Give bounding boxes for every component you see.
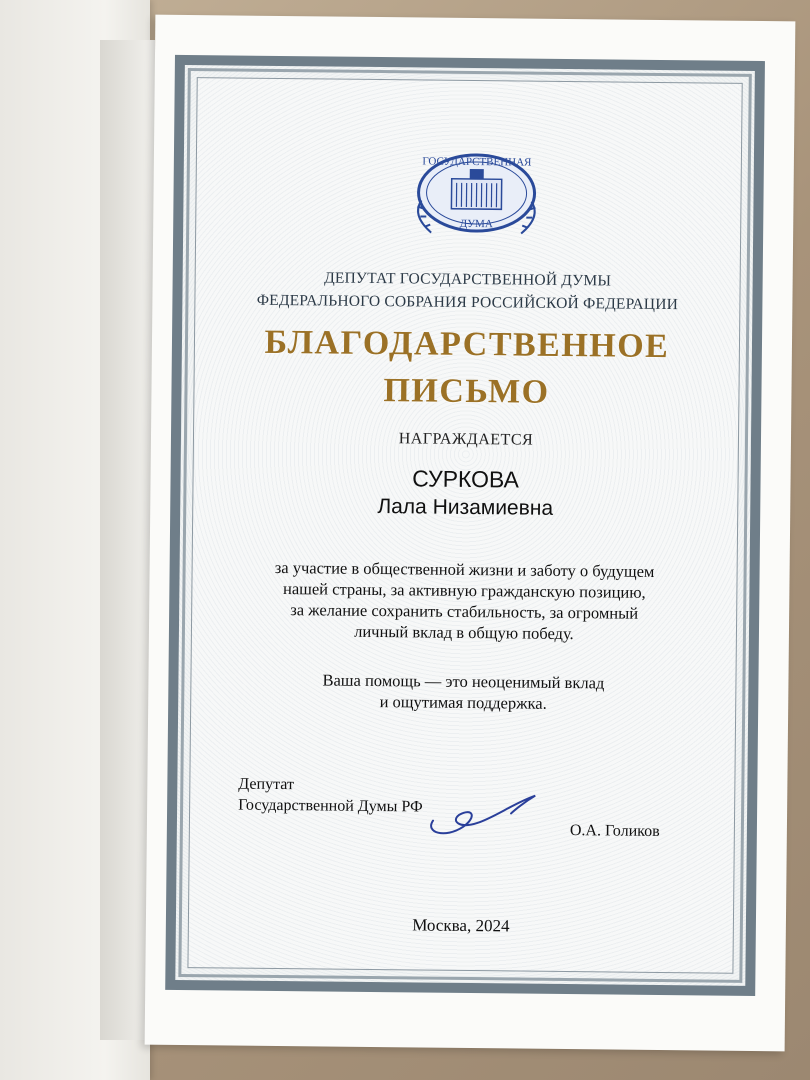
support-line: и ощутимая поддержка.: [379, 692, 547, 713]
signatory-title: [238, 774, 423, 818]
guilloche-frame: [165, 55, 765, 996]
place-and-date: Москва, 2024: [412, 915, 510, 936]
reason-line: за желание сохранить стабильность, за огромный: [290, 600, 639, 623]
header-line-1: ДЕПУТАТ ГОСУДАРСТВЕННОЙ ДУМЫ: [324, 269, 612, 290]
certificate-paper: [145, 15, 796, 1052]
signatory-title-line-1: Депутат: [238, 775, 295, 794]
reason-line: нашей страны, за активную гражданскую позицию,: [282, 579, 646, 602]
handwritten-signature: [415, 780, 556, 851]
support-line: Ваша помощь — это неоценимый вклад: [322, 670, 605, 693]
recipient-surname: СУРКОВА: [412, 465, 520, 493]
document-title-line-1: БЛАГОДАРСТВЕННОЕ: [264, 323, 670, 366]
support-text: [221, 668, 705, 715]
awarded-label: НАГРАЖДАЕТСЯ: [398, 430, 534, 449]
recipient-given-names: Лала Низамиевна: [377, 495, 554, 520]
reason-line: за участие в общественной жизни и заботу о будущем: [274, 557, 655, 581]
signatory-name: О.А. Голиков: [569, 822, 660, 841]
state-duma-emblem-icon: [401, 140, 552, 247]
reason-line: личный вклад в общую победу.: [354, 621, 574, 644]
header-line-2: ФЕДЕРАЛЬНОГО СОБРАНИЯ РОССИЙСКОЙ ФЕДЕРАЦИИ: [256, 291, 679, 314]
document-title-line-2: ПИСЬМО: [383, 372, 550, 411]
reason-text: [222, 556, 707, 645]
signatory-title-line-2: Государственной Думы РФ: [238, 796, 423, 816]
emblem-top-text: ГОСУДАРСТВЕННАЯ: [422, 155, 532, 169]
emblem-bottom-text: ДУМА: [459, 217, 493, 231]
frame-inner: [187, 77, 742, 974]
